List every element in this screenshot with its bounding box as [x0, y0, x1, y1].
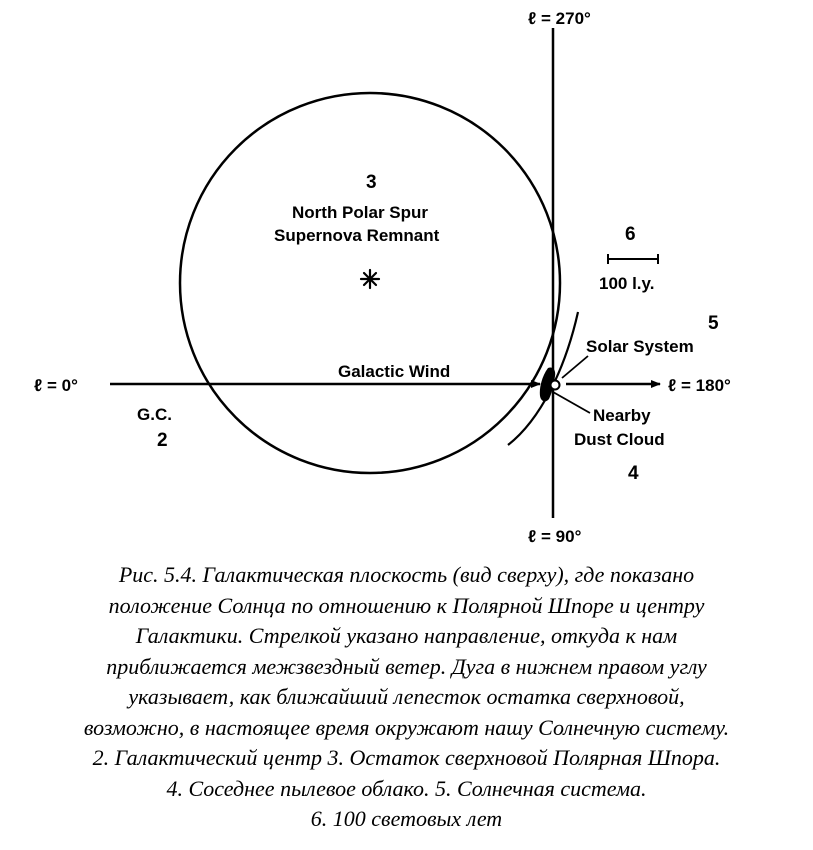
label-num-5: 5: [708, 313, 719, 334]
caption-line: 2. Галактический центр 3. Остаток сверхновой Полярная Шпора.: [92, 745, 721, 770]
label-l-270: ℓ = 270°: [528, 9, 591, 28]
label-scale: 100 l.y.: [599, 274, 655, 293]
figure-caption: [0, 560, 813, 835]
supernova-center-icon: [361, 270, 379, 288]
caption-line: 6. 100 световых лет: [310, 806, 503, 831]
label-num-2: 2: [157, 430, 168, 451]
label-num-6: 6: [625, 224, 636, 245]
label-snr-line1: North Polar Spur: [292, 203, 429, 222]
dust-cloud-pointer: [553, 392, 590, 413]
label-l-90: ℓ = 90°: [528, 527, 582, 546]
label-dust-cloud: Dust Cloud: [574, 430, 665, 449]
caption-line: Рис. 5.4. Галактическая плоскость (вид сверху), где показано: [118, 562, 695, 587]
label-snr-line2: Supernova Remnant: [274, 226, 440, 245]
label-num-4: 4: [628, 463, 639, 484]
label-solar-system: Solar System: [586, 337, 694, 356]
scale-bar: [608, 254, 658, 264]
solar-system-icon: [551, 381, 560, 390]
label-l-180: ℓ = 180°: [668, 376, 731, 395]
caption-line: возможно, в настоящее время окружают нашу Солнечную систему.: [83, 714, 730, 740]
solar-system-pointer: [562, 356, 588, 378]
caption-line: положение Солнца по отношению к Полярной Шпоре и центру: [108, 592, 705, 618]
label-galactic-wind: Galactic Wind: [338, 362, 451, 381]
label-nearby: Nearby: [593, 406, 651, 425]
label-gc: G.C.: [137, 405, 172, 424]
caption-line: Галактики. Стрелкой указано направление, откуда к нам: [135, 623, 678, 648]
caption-line: приближается межзвездный ветер. Дуга в нижнем правом углу: [106, 653, 707, 679]
label-l-0: ℓ = 0°: [34, 376, 78, 395]
label-num-3: 3: [366, 172, 377, 193]
caption-line: указывает, как ближайший лепесток остатка сверхновой,: [128, 684, 685, 709]
caption-line: 4. Соседнее пылевое облако. 5. Солнечная система.: [166, 775, 647, 801]
